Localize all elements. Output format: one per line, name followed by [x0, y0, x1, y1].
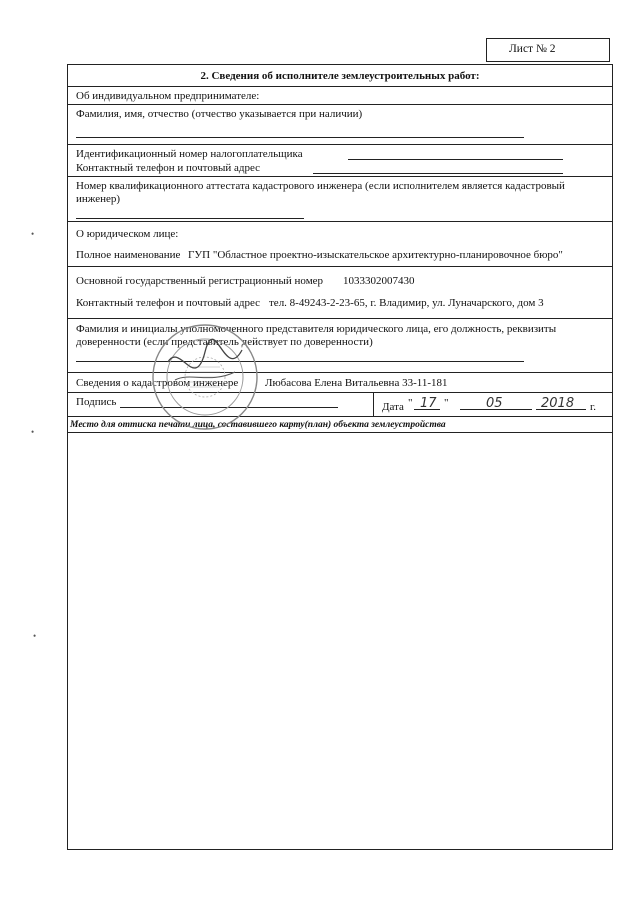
engineer-value: Любасова Елена Витальевна 33-11-181: [265, 377, 448, 389]
sheet-number: Лист № 2: [509, 43, 556, 55]
date-month: 05: [486, 396, 503, 411]
legal-name-row: [68, 222, 612, 267]
fio-line: [76, 137, 524, 138]
inn-line: [348, 159, 563, 160]
form-frame: [67, 64, 613, 850]
scan-mark: •: [31, 229, 35, 239]
signature-label: Подпись: [76, 396, 117, 408]
individual-fio-row: [68, 105, 612, 145]
legal-ogrn-row: [68, 267, 612, 319]
scan-mark: •: [31, 427, 35, 437]
individual-contact-label: Контактный телефон и почтовый адрес: [76, 162, 261, 174]
legal-contact-value: тел. 8-49243-2-23-65, г. Владимир, ул. Луначарского, дом 3: [269, 297, 544, 309]
round-seal-image: [150, 322, 260, 432]
cert-label: Номер квалификационного аттестата кадастрового инженера (если исполнителем является кадастровый инженер): [76, 180, 565, 205]
representative-line: [76, 361, 524, 362]
stamp-place-label: Место для оттиска печати лица, составившего карту(план) объекта землеустройства: [70, 420, 446, 430]
date-day: 17: [420, 396, 437, 411]
individual-inn-row: [68, 145, 612, 177]
fio-label: Фамилия, имя, отчество (отчество указывается при наличии): [76, 108, 363, 120]
legal-heading: О юридическом лице:: [76, 228, 179, 240]
date-year: 2018: [541, 396, 575, 411]
date-label: Дата: [382, 401, 404, 413]
section-title: 2. Сведения об исполнителе землеустроительных работ:: [200, 70, 480, 82]
legal-full-name-value: ГУП "Областное проектно-изыскательское архитектурно-планировочное бюро": [188, 249, 563, 261]
legal-contact-label: Контактный телефон и почтовый адрес: [76, 297, 261, 309]
representative-label: Фамилия и инициалы уполномоченного представителя юридического лица, его должность, реквизиты доверенности (если представитель действует по доверенности): [76, 323, 557, 348]
signature-row: Подпись Дата " 17 " 05 2018 г.: [68, 393, 612, 417]
individual-heading: Об индивидуальном предпринимателе:: [76, 90, 260, 102]
engineer-label: Сведения о кадастровом инженере: [76, 377, 239, 389]
individual-contact-line: [313, 173, 563, 174]
signature-date-divider: [373, 393, 374, 416]
cert-row: [68, 177, 612, 222]
scan-mark: •: [33, 631, 37, 641]
cert-line: [76, 218, 304, 219]
section-title-row: [68, 65, 612, 87]
ogrn-label: Основной государственный регистрационный номер: [76, 275, 324, 287]
date-year-suffix: г.: [590, 401, 597, 413]
ogrn-value: 1033302007430: [343, 275, 415, 287]
individual-heading-row: [68, 87, 612, 105]
legal-full-name-label: Полное наименование: [76, 249, 181, 261]
inn-label: Идентификационный номер налогоплательщика: [76, 148, 303, 160]
sheet-number-box: [486, 38, 610, 62]
